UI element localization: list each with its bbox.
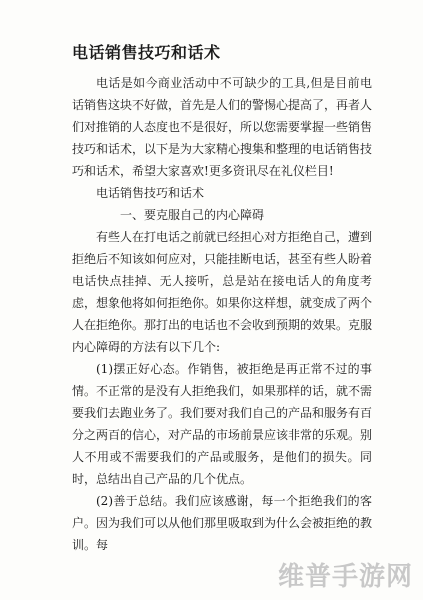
intro-paragraph: 电话是如今商业活动中不可缺少的工具,但是目前电话销售这块不好做，首先是人们的警惕心提高了，再者人们对推销的人态度也不是很好，所以您需要掌握一些销售技巧和话术，以下是为大家精心搜集和整理的电话销售技巧和话术，希望大家喜欢!更多资讯尽在礼仪栏目! bbox=[72, 76, 373, 178]
document-title: 电话销售技巧和话术 bbox=[72, 43, 221, 62]
section-title: 电话销售技巧和话术 bbox=[96, 186, 205, 200]
watermark-logo: 维普手游网 bbox=[277, 562, 413, 592]
body-paragraph-3: (2)善于总结。我们应该感谢，每一个拒绝我们的客户。因为我们可以从他们那里吸取到为什么会被拒绝的教训。每 bbox=[72, 494, 373, 552]
body-paragraph-1: 有些人在打电话之前就已经担心对方拒绝自己，遭到拒绝后不知该如何应对，只能挂断电话，甚至有些人盼着电话快点挂掉、无人接听，总是站在接电话人的角度考虑，想象他将如何拒绝你。如果你这样想，就变成了两个人在拒绝你。那打出的电话也不会收到预期的效果。克服内心障碍的方法有以下几个: bbox=[72, 230, 373, 354]
body-paragraph-2: (1)摆正好心态。作销售，被拒绝是再正常不过的事情。不正常的是没有人拒绝我们，如果那样的话，就不需要我们去跑业务了。我们要对我们自己的产品和服务有百分之两百的信心，对产品的市场前景应该非常的乐观。别人不用或不需要我们的产品或服务，是他们的损失。同时，总结出自己产品的几个优点。 bbox=[72, 362, 373, 486]
section-heading-1: 一、要克服自己的内心障碍 bbox=[120, 208, 265, 222]
document-body bbox=[72, 42, 372, 556]
